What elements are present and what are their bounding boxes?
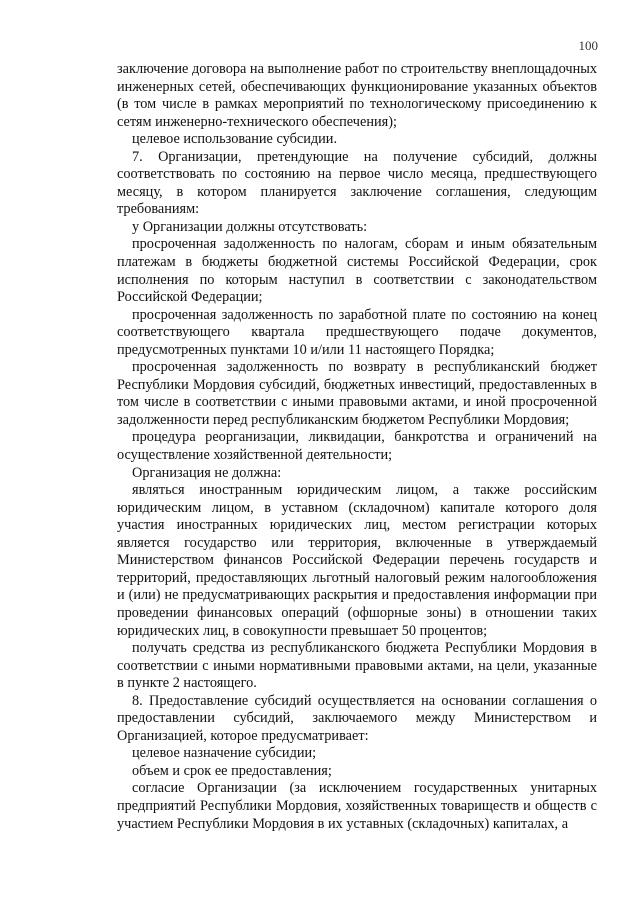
- paragraph: просроченная задолженность по налогам, сборам и иным обязательным платежам в бюджеты бюджетной системы Российской Федерации, срок исполнения по которым наступил в соответствии с законодательством Российской Федерации;: [117, 236, 597, 306]
- paragraph: Организация не должна:: [132, 464, 282, 481]
- paragraph: целевое использование субсидии.: [132, 131, 338, 148]
- page-number: 100: [578, 38, 598, 53]
- paragraph: согласие Организации (за исключением государственных унитарных предприятий Республики Мордовия, хозяйственных товариществ и обществ с участием Республики Мордовия в их уставных (складочных) капиталах, а: [117, 780, 597, 832]
- paragraph: получать средства из республиканского бюджета Республики Мордовия в соответствии с иными нормативными правовыми актами, на цели, указанные в пункте 2 настоящего.: [117, 640, 597, 692]
- paragraph: просроченная задолженность по возврату в республиканский бюджет Республики Мордовия субсидий, бюджетных инвестиций, предоставленных в том числе в соответствии с иными правовыми актами, и иной просроченной задолженности перед республиканским бюджетом Республики Мордовия;: [117, 359, 597, 428]
- paragraph: объем и срок ее предоставления;: [132, 762, 332, 779]
- paragraph: у Организации должны отсутствовать:: [132, 218, 368, 235]
- paragraph: целевое назначение субсидии;: [132, 745, 317, 762]
- paragraph: просроченная задолженность по заработной плате по состоянию на конец соответствующего квартала предшествующего подаче документов, предусмотренных пунктами 10 и/или 11 настоящего Порядка;: [117, 306, 597, 358]
- paragraph: 8. Предоставление субсидий осуществляется на основании соглашения о предоставлении субсидий, заключаемого между Министерством и Организацией, которое предусматривает:: [117, 692, 597, 744]
- paragraph: 7. Организации, претендующие на получение субсидий, должны соответствовать по состоянию на первое число месяца, предшествующего месяцу, в котором планируется заключение соглашения, следующим требованиям:: [117, 148, 597, 218]
- paragraph: являться иностранным юридическим лицом, а также российским юридическим лицом, в уставном (складочном) капитале которого доля участия иностранных юридических лиц, местом регистрации которых является государство или территория, включенные в утверждаемый Министерством финансов Российской Федерации перечень государств и территорий, предоставляющих льготный налоговый режим налогообложения и (или) не предусматривающих раскрытия и предоставления информации при проведении финансовых операций (офшорные зоны) в отношении таких юридических лиц, в совокупности превышает 50 процентов;: [117, 482, 597, 639]
- paragraph: процедура реорганизации, ликвидации, банкротства и ограничений на осуществление хозяйственной деятельности;: [117, 429, 597, 464]
- paragraph: заключение договора на выполнение работ по строительству внеплощадочных инженерных сетей, обеспечивающих функционирование указанных объектов (в том числе в рамках мероприятий по технологическому присоединению к сетям инженерно-технического обеспечения);: [117, 61, 597, 130]
- document-body: [117, 61, 597, 833]
